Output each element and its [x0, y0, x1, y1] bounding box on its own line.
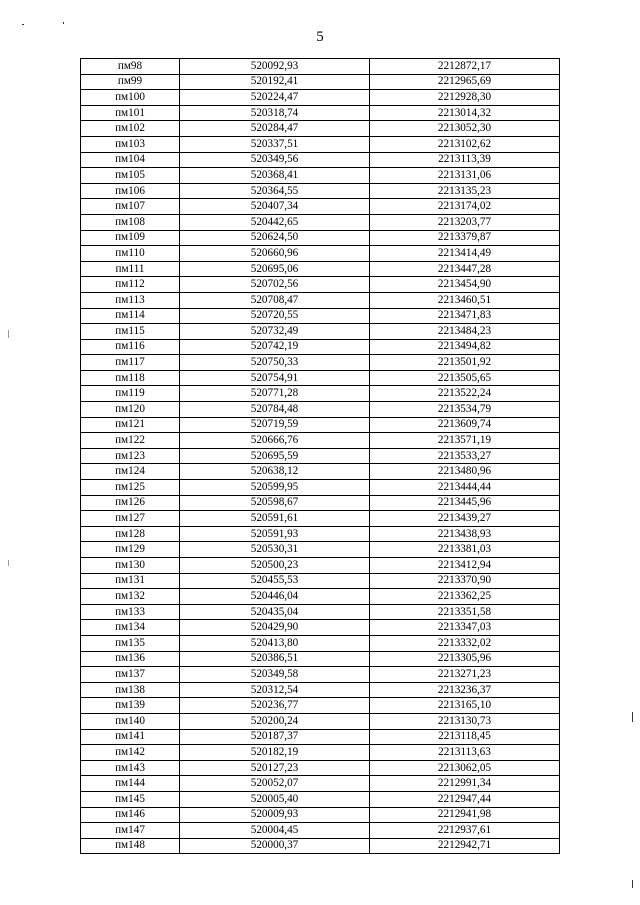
- scan-speck: [632, 880, 633, 888]
- point-name-cell: пм119: [81, 386, 180, 402]
- x-coordinate-cell: 520200,24: [180, 713, 370, 729]
- x-coordinate-cell: 520719,59: [180, 417, 370, 433]
- x-coordinate-cell: 520500,23: [180, 558, 370, 574]
- table-row: [81, 152, 560, 168]
- point-name-cell: пм132: [81, 589, 180, 605]
- x-coordinate-cell: 520182,19: [180, 745, 370, 761]
- y-coordinate-cell: 2213131,06: [370, 168, 560, 184]
- table-row: [81, 651, 560, 667]
- y-coordinate-cell: 2213414,49: [370, 246, 560, 262]
- y-coordinate-cell: 2212937,61: [370, 823, 560, 839]
- point-name-cell: пм113: [81, 292, 180, 308]
- y-coordinate-cell: 2213447,28: [370, 261, 560, 277]
- scan-speck: [8, 560, 9, 566]
- table-row: [81, 168, 560, 184]
- x-coordinate-cell: 520591,61: [180, 511, 370, 527]
- point-name-cell: пм106: [81, 183, 180, 199]
- y-coordinate-cell: 2213609,74: [370, 417, 560, 433]
- table-row: [81, 355, 560, 371]
- point-name-cell: пм137: [81, 667, 180, 683]
- table-row: [81, 620, 560, 636]
- point-name-cell: пм130: [81, 558, 180, 574]
- point-name-cell: пм117: [81, 355, 180, 371]
- scan-speck: [63, 22, 64, 24]
- y-coordinate-cell: 2213381,03: [370, 542, 560, 558]
- x-coordinate-cell: 520530,31: [180, 542, 370, 558]
- point-name-cell: пм141: [81, 729, 180, 745]
- y-coordinate-cell: 2213271,23: [370, 667, 560, 683]
- point-name-cell: пм144: [81, 776, 180, 792]
- point-name-cell: пм124: [81, 464, 180, 480]
- point-name-cell: пм102: [81, 121, 180, 137]
- y-coordinate-cell: 2213370,90: [370, 573, 560, 589]
- table-row: [81, 729, 560, 745]
- x-coordinate-cell: 520754,91: [180, 370, 370, 386]
- x-coordinate-cell: 520349,58: [180, 667, 370, 683]
- y-coordinate-cell: 2213471,83: [370, 308, 560, 324]
- point-name-cell: пм148: [81, 838, 180, 854]
- point-name-cell: пм99: [81, 74, 180, 90]
- table-row: [81, 776, 560, 792]
- y-coordinate-cell: 2213480,96: [370, 464, 560, 480]
- scan-speck: [8, 330, 9, 338]
- y-coordinate-cell: 2212942,71: [370, 838, 560, 854]
- table-row: [81, 526, 560, 542]
- y-coordinate-cell: 2213347,03: [370, 620, 560, 636]
- y-coordinate-cell: 2213439,27: [370, 511, 560, 527]
- y-coordinate-cell: 2213165,10: [370, 698, 560, 714]
- x-coordinate-cell: 520702,56: [180, 277, 370, 293]
- x-coordinate-cell: 520784,48: [180, 402, 370, 418]
- y-coordinate-cell: 2213130,73: [370, 713, 560, 729]
- point-name-cell: пм108: [81, 214, 180, 230]
- table-row: [81, 713, 560, 729]
- point-name-cell: пм135: [81, 635, 180, 651]
- x-coordinate-cell: 520732,49: [180, 324, 370, 340]
- x-coordinate-cell: 520337,51: [180, 136, 370, 152]
- x-coordinate-cell: 520638,12: [180, 464, 370, 480]
- x-coordinate-cell: 520368,41: [180, 168, 370, 184]
- y-coordinate-cell: 2213236,37: [370, 682, 560, 698]
- table-row: [81, 745, 560, 761]
- point-name-cell: пм105: [81, 168, 180, 184]
- table-row: [81, 136, 560, 152]
- point-name-cell: пм100: [81, 90, 180, 106]
- y-coordinate-cell: 2213494,82: [370, 339, 560, 355]
- y-coordinate-cell: 2213014,32: [370, 105, 560, 121]
- point-name-cell: пм143: [81, 760, 180, 776]
- point-name-cell: пм129: [81, 542, 180, 558]
- point-name-cell: пм115: [81, 324, 180, 340]
- table-row: [81, 230, 560, 246]
- point-name-cell: пм146: [81, 807, 180, 823]
- table-row: [81, 542, 560, 558]
- table-row: [81, 480, 560, 496]
- table-row: [81, 589, 560, 605]
- x-coordinate-cell: 520413,80: [180, 635, 370, 651]
- y-coordinate-cell: 2213332,02: [370, 635, 560, 651]
- x-coordinate-cell: 520092,93: [180, 59, 370, 75]
- table-row: [81, 308, 560, 324]
- table-row: [81, 386, 560, 402]
- x-coordinate-cell: 520318,74: [180, 105, 370, 121]
- point-name-cell: пм138: [81, 682, 180, 698]
- point-name-cell: пм118: [81, 370, 180, 386]
- table-row: [81, 838, 560, 854]
- table-row: [81, 807, 560, 823]
- y-coordinate-cell: 2213571,19: [370, 433, 560, 449]
- y-coordinate-cell: 2213505,65: [370, 370, 560, 386]
- point-name-cell: пм145: [81, 791, 180, 807]
- x-coordinate-cell: 520742,19: [180, 339, 370, 355]
- table-row: [81, 121, 560, 137]
- x-coordinate-cell: 520005,40: [180, 791, 370, 807]
- coordinates-table: [80, 58, 560, 854]
- y-coordinate-cell: 2213135,23: [370, 183, 560, 199]
- y-coordinate-cell: 2213102,62: [370, 136, 560, 152]
- page-number: 5: [316, 29, 324, 45]
- x-coordinate-cell: 520442,65: [180, 214, 370, 230]
- y-coordinate-cell: 2212947,44: [370, 791, 560, 807]
- point-name-cell: пм111: [81, 261, 180, 277]
- y-coordinate-cell: 2212991,34: [370, 776, 560, 792]
- table-row: [81, 199, 560, 215]
- point-name-cell: пм128: [81, 526, 180, 542]
- point-name-cell: пм134: [81, 620, 180, 636]
- x-coordinate-cell: 520591,93: [180, 526, 370, 542]
- x-coordinate-cell: 520364,55: [180, 183, 370, 199]
- table-row: [81, 59, 560, 75]
- y-coordinate-cell: 2213533,27: [370, 448, 560, 464]
- x-coordinate-cell: 520599,95: [180, 480, 370, 496]
- x-coordinate-cell: 520695,59: [180, 448, 370, 464]
- x-coordinate-cell: 520192,41: [180, 74, 370, 90]
- y-coordinate-cell: 2213501,92: [370, 355, 560, 371]
- table-row: [81, 105, 560, 121]
- point-name-cell: пм147: [81, 823, 180, 839]
- table-row: [81, 667, 560, 683]
- x-coordinate-cell: 520004,45: [180, 823, 370, 839]
- point-name-cell: пм107: [81, 199, 180, 215]
- x-coordinate-cell: 520052,07: [180, 776, 370, 792]
- point-name-cell: пм110: [81, 246, 180, 262]
- y-coordinate-cell: 2212872,17: [370, 59, 560, 75]
- x-coordinate-cell: 520720,55: [180, 308, 370, 324]
- scan-speck: [22, 24, 24, 25]
- y-coordinate-cell: 2212928,30: [370, 90, 560, 106]
- x-coordinate-cell: 520284,47: [180, 121, 370, 137]
- x-coordinate-cell: 520446,04: [180, 589, 370, 605]
- coordinates-table-body: [81, 59, 560, 854]
- x-coordinate-cell: 520349,56: [180, 152, 370, 168]
- point-name-cell: пм120: [81, 402, 180, 418]
- y-coordinate-cell: 2212941,98: [370, 807, 560, 823]
- table-row: [81, 324, 560, 340]
- x-coordinate-cell: 520127,23: [180, 760, 370, 776]
- table-row: [81, 433, 560, 449]
- y-coordinate-cell: 2213484,23: [370, 324, 560, 340]
- table-row: [81, 464, 560, 480]
- table-row: [81, 558, 560, 574]
- table-row: [81, 277, 560, 293]
- point-name-cell: пм125: [81, 480, 180, 496]
- y-coordinate-cell: 2213113,63: [370, 745, 560, 761]
- table-row: [81, 214, 560, 230]
- y-coordinate-cell: 2213522,24: [370, 386, 560, 402]
- x-coordinate-cell: 520187,37: [180, 729, 370, 745]
- y-coordinate-cell: 2213438,93: [370, 526, 560, 542]
- point-name-cell: пм101: [81, 105, 180, 121]
- x-coordinate-cell: 520224,47: [180, 90, 370, 106]
- x-coordinate-cell: 520000,37: [180, 838, 370, 854]
- point-name-cell: пм133: [81, 604, 180, 620]
- x-coordinate-cell: 520009,93: [180, 807, 370, 823]
- point-name-cell: пм122: [81, 433, 180, 449]
- point-name-cell: пм136: [81, 651, 180, 667]
- table-row: [81, 604, 560, 620]
- table-row: [81, 495, 560, 511]
- table-row: [81, 339, 560, 355]
- table-row: [81, 417, 560, 433]
- point-name-cell: пм98: [81, 59, 180, 75]
- scan-speck: [632, 712, 633, 722]
- table-row: [81, 698, 560, 714]
- y-coordinate-cell: 2213444,44: [370, 480, 560, 496]
- table-row: [81, 246, 560, 262]
- point-name-cell: пм103: [81, 136, 180, 152]
- table-row: [81, 292, 560, 308]
- table-row: [81, 261, 560, 277]
- table-row: [81, 74, 560, 90]
- y-coordinate-cell: 2213351,58: [370, 604, 560, 620]
- table-row: [81, 635, 560, 651]
- x-coordinate-cell: 520695,06: [180, 261, 370, 277]
- x-coordinate-cell: 520708,47: [180, 292, 370, 308]
- table-row: [81, 573, 560, 589]
- table-row: [81, 183, 560, 199]
- table-row: [81, 370, 560, 386]
- table-row: [81, 682, 560, 698]
- y-coordinate-cell: 2213062,05: [370, 760, 560, 776]
- x-coordinate-cell: 520386,51: [180, 651, 370, 667]
- y-coordinate-cell: 2213174,02: [370, 199, 560, 215]
- table-row: [81, 511, 560, 527]
- point-name-cell: пм126: [81, 495, 180, 511]
- y-coordinate-cell: 2213379,87: [370, 230, 560, 246]
- point-name-cell: пм112: [81, 277, 180, 293]
- point-name-cell: пм140: [81, 713, 180, 729]
- x-coordinate-cell: 520455,53: [180, 573, 370, 589]
- x-coordinate-cell: 520407,34: [180, 199, 370, 215]
- point-name-cell: пм114: [81, 308, 180, 324]
- y-coordinate-cell: 2213305,96: [370, 651, 560, 667]
- y-coordinate-cell: 2213362,25: [370, 589, 560, 605]
- y-coordinate-cell: 2213052,30: [370, 121, 560, 137]
- y-coordinate-cell: 2213445,96: [370, 495, 560, 511]
- point-name-cell: пм127: [81, 511, 180, 527]
- point-name-cell: пм121: [81, 417, 180, 433]
- x-coordinate-cell: 520624,50: [180, 230, 370, 246]
- x-coordinate-cell: 520435,04: [180, 604, 370, 620]
- table-row: [81, 448, 560, 464]
- y-coordinate-cell: 2213534,79: [370, 402, 560, 418]
- point-name-cell: пм109: [81, 230, 180, 246]
- point-name-cell: пм123: [81, 448, 180, 464]
- table-row: [81, 791, 560, 807]
- y-coordinate-cell: 2213454,90: [370, 277, 560, 293]
- x-coordinate-cell: 520429,90: [180, 620, 370, 636]
- y-coordinate-cell: 2213113,39: [370, 152, 560, 168]
- x-coordinate-cell: 520750,33: [180, 355, 370, 371]
- point-name-cell: пм104: [81, 152, 180, 168]
- y-coordinate-cell: 2213118,45: [370, 729, 560, 745]
- y-coordinate-cell: 2212965,69: [370, 74, 560, 90]
- point-name-cell: пм142: [81, 745, 180, 761]
- x-coordinate-cell: 520660,96: [180, 246, 370, 262]
- x-coordinate-cell: 520236,77: [180, 698, 370, 714]
- point-name-cell: пм116: [81, 339, 180, 355]
- x-coordinate-cell: 520771,28: [180, 386, 370, 402]
- table-row: [81, 760, 560, 776]
- table-row: [81, 402, 560, 418]
- x-coordinate-cell: 520312,54: [180, 682, 370, 698]
- table-row: [81, 90, 560, 106]
- point-name-cell: пм131: [81, 573, 180, 589]
- point-name-cell: пм139: [81, 698, 180, 714]
- y-coordinate-cell: 2213412,94: [370, 558, 560, 574]
- x-coordinate-cell: 520598,67: [180, 495, 370, 511]
- y-coordinate-cell: 2213203,77: [370, 214, 560, 230]
- table-row: [81, 823, 560, 839]
- y-coordinate-cell: 2213460,51: [370, 292, 560, 308]
- x-coordinate-cell: 520666,76: [180, 433, 370, 449]
